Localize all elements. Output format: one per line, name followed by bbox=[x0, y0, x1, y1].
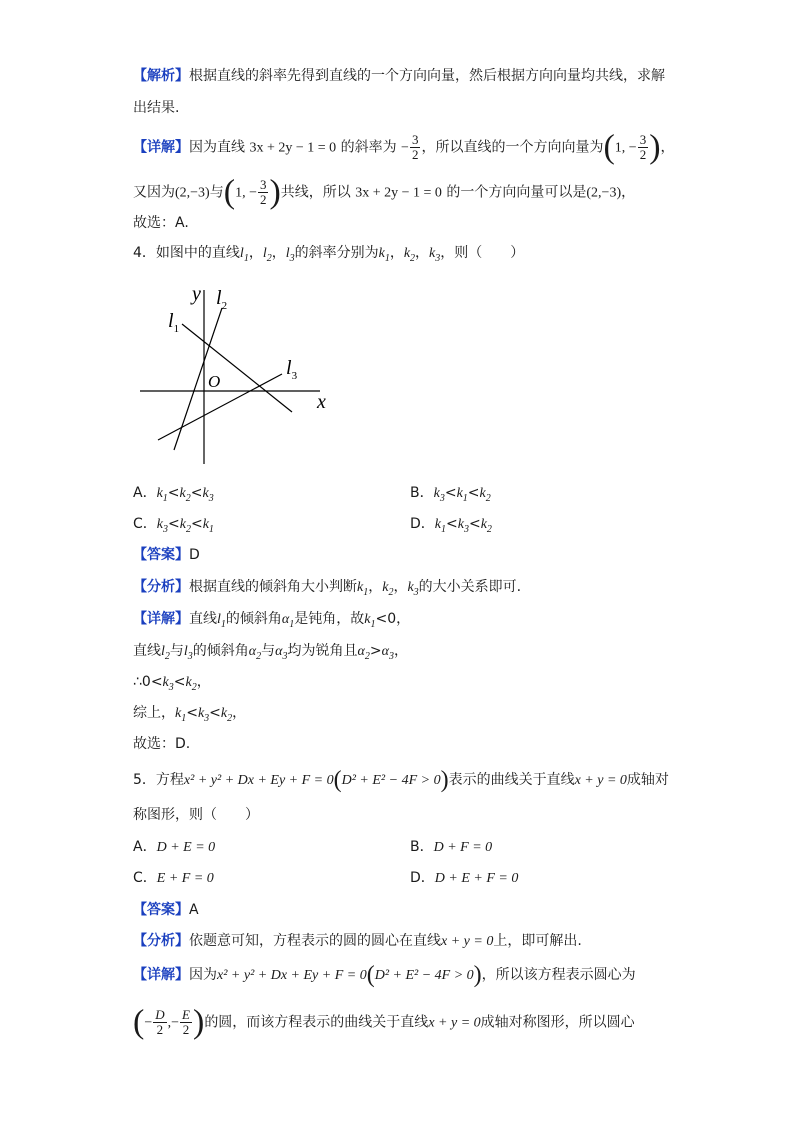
q4-detail-4: 综上，$k_1<k_3<k_2$， bbox=[133, 705, 247, 724]
q3-analysis-line-2: 出结果. bbox=[133, 100, 180, 116]
q4-figure bbox=[130, 280, 340, 470]
q4-detail-2: 直线$l_2$与$l_3$的倾斜角$\alpha_2$与$\alpha_3$均为锐角且$\alpha_2>\alpha_3$， bbox=[133, 643, 408, 662]
label-l3: $l_3$ bbox=[286, 357, 298, 382]
analysis-tag: 【解析】 bbox=[133, 68, 189, 84]
q5-option-a[interactable]: A．D + E = 0 bbox=[133, 839, 216, 855]
q4-option-b[interactable]: B．$k_3<k_1<k_2$ bbox=[410, 485, 491, 504]
q5-detail-1: 【详解】因为x² + y² + Dx + Ey + F = 0(D² + E² − 4F > 0)，所以该方程表示圆心为 bbox=[133, 962, 636, 988]
q5-option-b[interactable]: B．D + F = 0 bbox=[410, 839, 493, 855]
q5-stem-1: 5．方程x² + y² + Dx + Ey + F = 0(D² + E² − 4F > 0)表示的曲线关于直线x + y = 0成轴对 bbox=[133, 767, 669, 793]
q4-option-c[interactable]: C．$k_3<k_2<k_1$ bbox=[133, 516, 214, 535]
q4-analysis: 【分析】根据直线的倾斜角大小判断$k_1$，$k_2$，$k_3$的大小关系即可. bbox=[133, 579, 522, 598]
q5-detail-2: (− $\frac{D}{2}$ ,− $\frac{E}{2}$ )的圆，而该方程表示的曲线关于直线x + y = 0成轴对称图形，所以圆心 bbox=[133, 1003, 635, 1041]
q4-option-a[interactable]: A．$k_1<k_2<k_3$ bbox=[133, 485, 214, 504]
q3-answer: 故选：A. bbox=[133, 215, 189, 231]
line-l1 bbox=[182, 324, 292, 412]
label-l1: $l_1$ bbox=[168, 310, 180, 335]
q5-analysis: 【分析】依题意可知，方程表示的圆的圆心在直线x + y = 0上，即可解出. bbox=[133, 933, 582, 949]
q5-answer: 【答案】A bbox=[133, 902, 199, 918]
q5-stem-2: 称图形，则（ ） bbox=[133, 807, 259, 823]
q3-analysis-line-1: 【解析】根据直线的斜率先得到直线的一个方向向量，然后根据方向向量均共线，求解 bbox=[133, 68, 665, 84]
fraction: $\frac{3}{2}$ bbox=[411, 132, 419, 162]
detail-tag: 【详解】 bbox=[133, 139, 189, 156]
q4-stem: 4．如图中的直线$l_1$，$l_2$，$l_3$的斜率分别为$k_1$，$k_2$，$k_3$，则（ ） bbox=[133, 245, 525, 264]
origin-label: O bbox=[208, 372, 221, 391]
q4-option-d[interactable]: D．$k_1<k_3<k_2$ bbox=[410, 516, 492, 535]
axis-label-x: x bbox=[317, 391, 326, 413]
q3-detail-line-2: 又因为(2,−3)与(1, − $\frac{3}{2}$ )共线，所以 3x + 2y − 1 = 0 的一个方向向量可以是(2,−3)， bbox=[133, 173, 636, 211]
q4-detail-3: $\therefore 0<k_3<k_2$， bbox=[133, 674, 211, 693]
q4-answer: 【答案】D bbox=[133, 547, 200, 563]
q4-detail-1: 【详解】直线$l_1$的倾斜角$\alpha_1$是钝角，故$k_1<0$， bbox=[133, 611, 411, 630]
q4-final: 故选：D. bbox=[133, 736, 191, 752]
q5-option-d[interactable]: D．D + E + F = 0 bbox=[410, 870, 519, 886]
q3-detail-line-1: 【详解】因为直线 3x + 2y − 1 = 0 的斜率为 − $\frac{3}{2}$ ，所以直线的一个方向向量为(1, − $\frac{3}{2}$ )， bbox=[133, 128, 675, 166]
q5-option-c[interactable]: C．E + F = 0 bbox=[133, 870, 214, 886]
label-l2: $l_2$ bbox=[216, 287, 228, 312]
axis-label-y: y bbox=[192, 283, 201, 305]
